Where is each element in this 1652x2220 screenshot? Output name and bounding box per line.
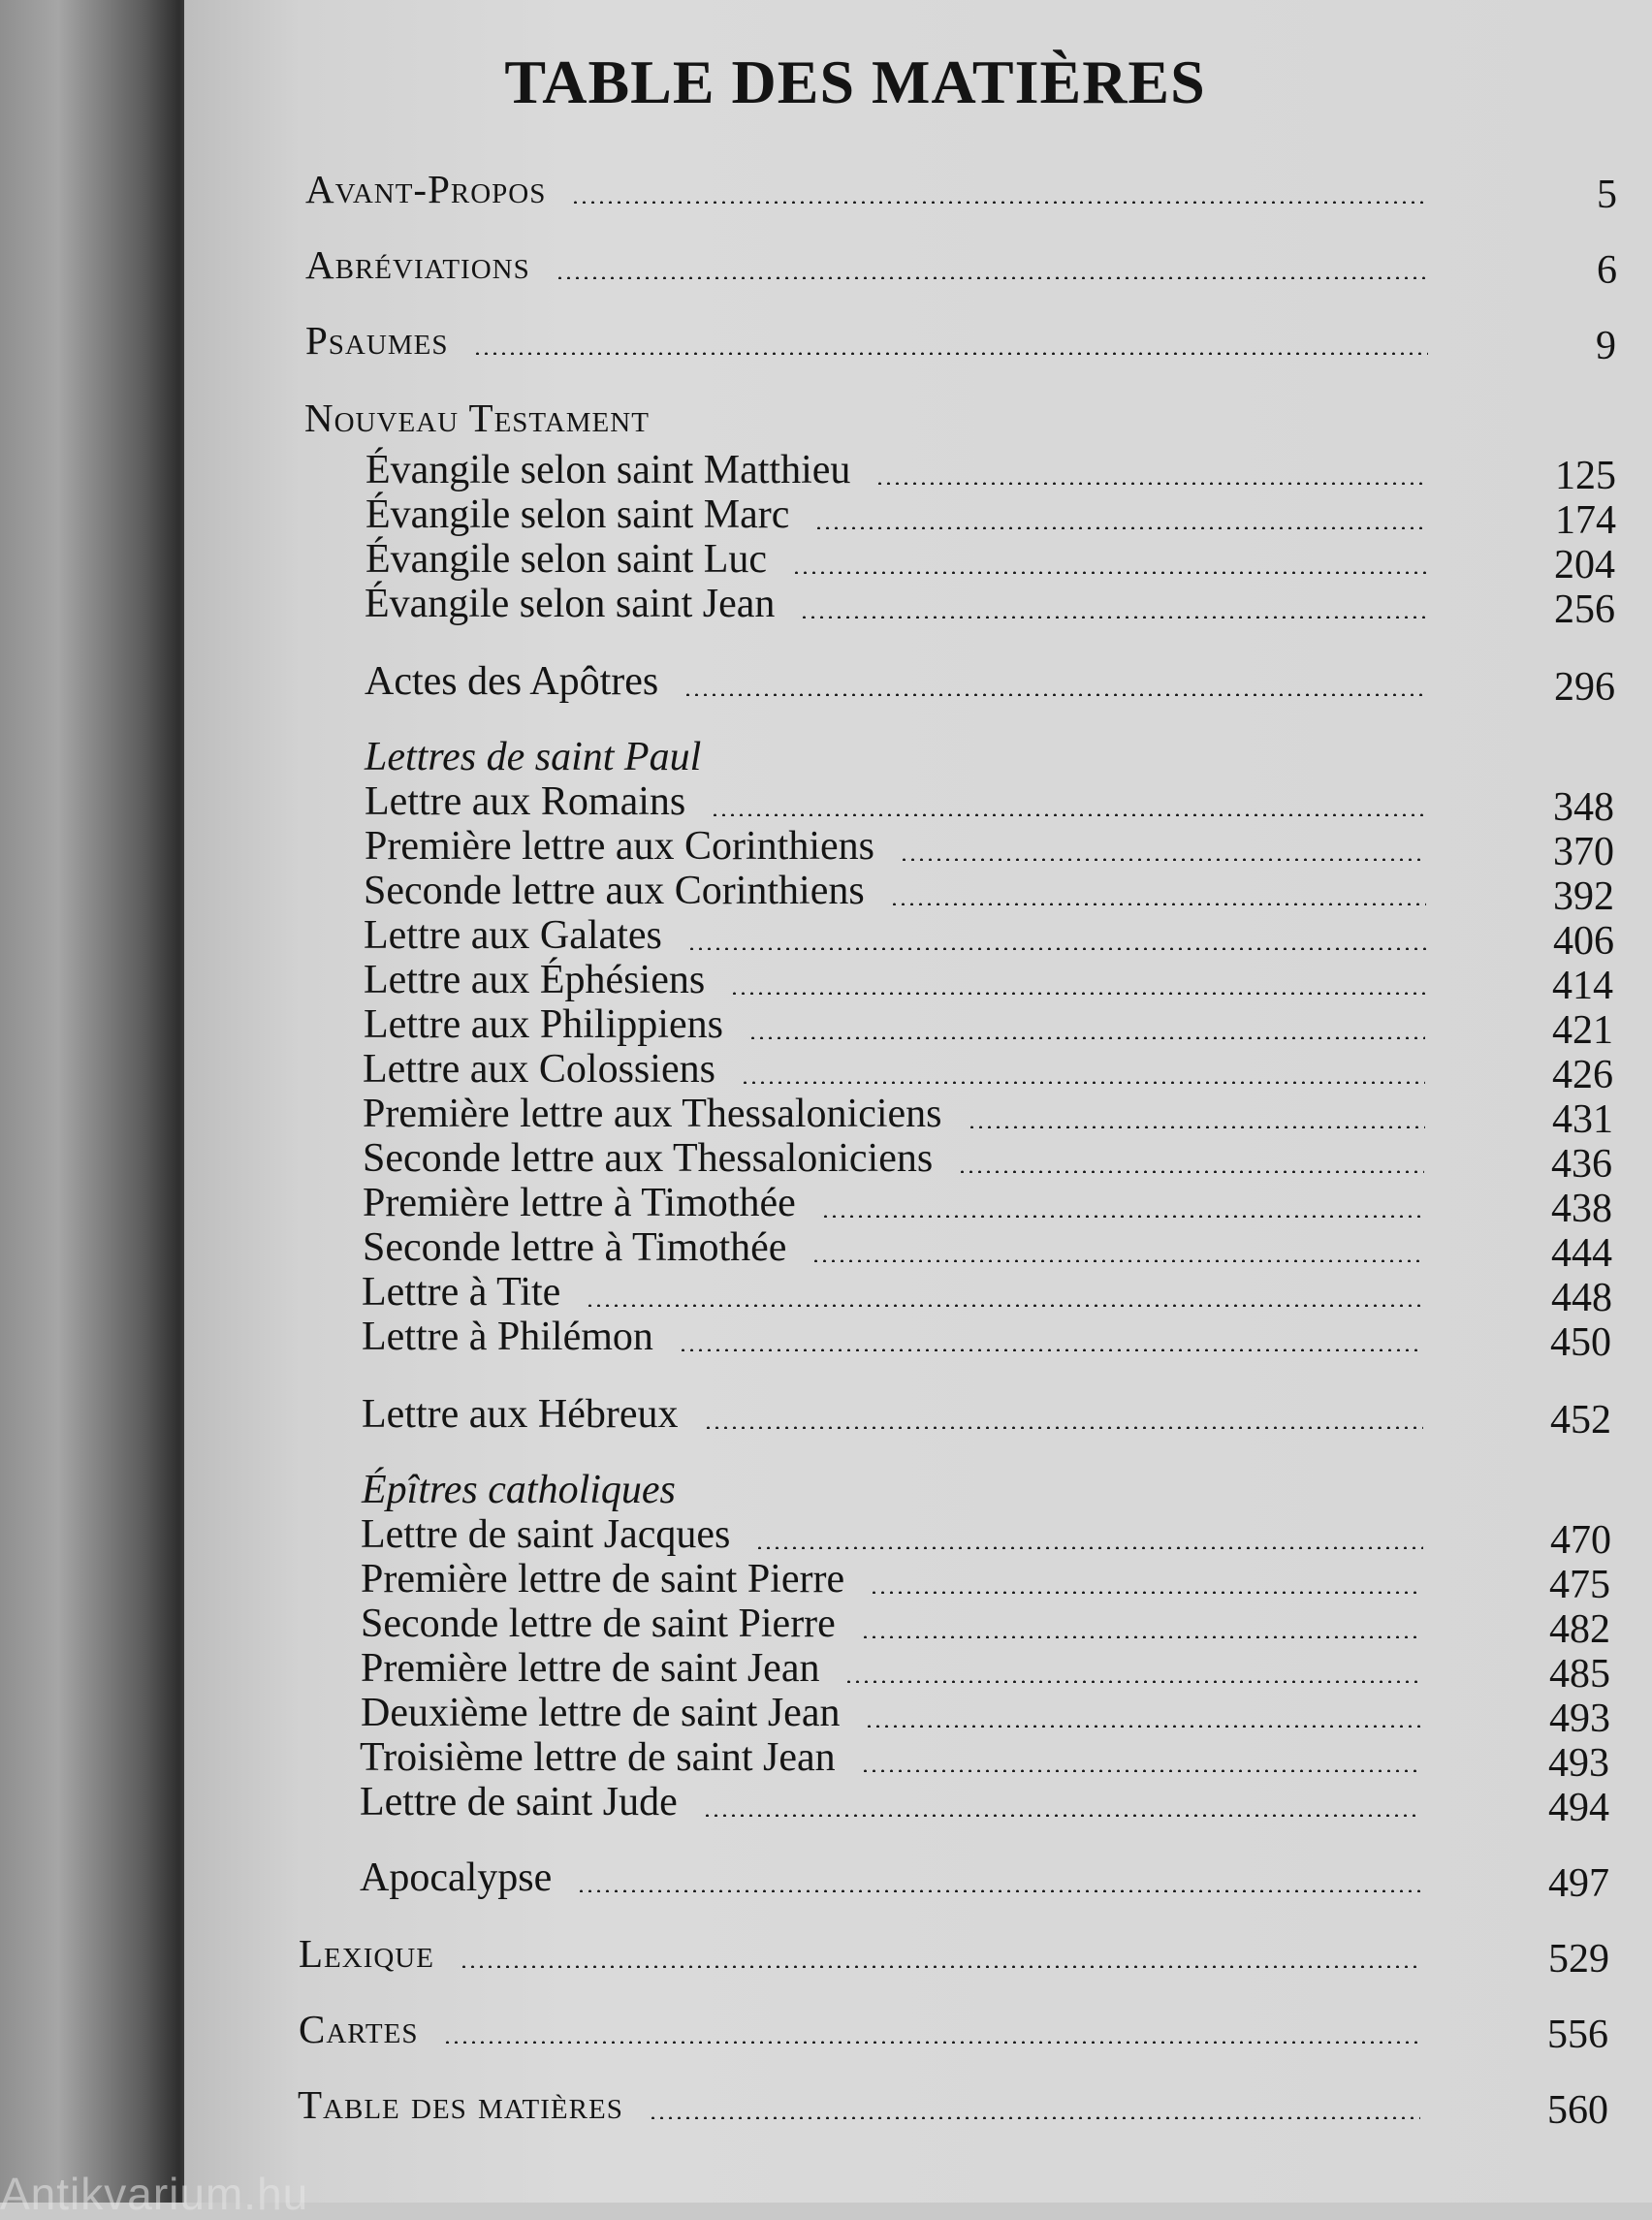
watermark: Antikvarium.hu [0,2169,309,2219]
toc-entry-label: Lettre aux Romains [365,779,686,824]
toc-entry-label: Lettre de saint Jude [360,1780,678,1824]
leader-dots [814,526,1428,529]
toc-entry-label: Lettre à Philémon [362,1315,653,1359]
toc-entry-label: Seconde lettre aux Corinthiens [364,869,865,913]
leader-dots [958,1170,1424,1173]
toc-entry [0,659,1652,710]
toc-entry-page: 256 [1554,587,1615,632]
toc-entry-label: Évangile selon saint Matthieu [365,448,851,492]
toc-entry-page: 6 [1597,248,1617,293]
leader-dots [800,616,1427,618]
toc-entry-label: Lexique [299,1931,434,1976]
toc-entry-page: 431 [1552,1097,1613,1142]
toc-entry-label: Nouveau Testament [304,396,650,440]
toc-entry [0,1931,1652,1982]
toc-entry-page: 436 [1551,1142,1612,1187]
toc-entry [0,1392,1652,1443]
toc-entry-label: Seconde lettre de saint Pierre [361,1602,836,1646]
toc-entry-label: Lettre aux Éphésiens [364,958,706,1002]
leader-dots [755,1546,1423,1549]
toc-entry [0,1735,1652,1786]
leader-dots [687,947,1426,950]
toc-entry [0,1002,1652,1053]
leader-dots [443,2041,1420,2044]
toc-entry-label: Lettre aux Colossiens [363,1047,715,1092]
toc-entry-label: Seconde lettre à Timothée [363,1225,787,1270]
toc-entry-label: Abréviations [305,242,530,287]
toc-entry [0,869,1652,919]
toc-entry-page: 348 [1553,785,1614,830]
toc-entry-page: 438 [1551,1187,1612,1231]
toc-entry-page: 482 [1549,1607,1610,1652]
toc-entry [0,1691,1652,1741]
toc-entry [0,1315,1652,1365]
toc-entry [0,1512,1652,1563]
toc-entry [0,1855,1652,1906]
leader-dots [473,352,1428,355]
toc-entry-page: 494 [1548,1786,1609,1830]
toc-entry-label: Évangile selon saint Jean [365,582,776,626]
toc-entry-label: Première lettre aux Corinthiens [365,824,875,869]
leader-dots [875,482,1428,485]
toc-entry-label: Première lettre de saint Jean [361,1646,820,1691]
leader-dots [460,1965,1421,1968]
toc-entry [0,582,1652,632]
toc-entry [0,2007,1652,2057]
toc-entry-label: Apocalypse [360,1855,553,1900]
toc-entry-label: Première lettre à Timothée [363,1181,796,1225]
leader-dots [861,1769,1421,1772]
toc-entry-page: 174 [1555,498,1616,543]
toc-entry [0,824,1652,874]
leader-dots [844,1680,1422,1683]
toc-entry-label: Avant-Propos [305,167,547,211]
toc-entry [0,913,1652,964]
toc-entry-page: 448 [1551,1276,1612,1320]
toc-entry-label: Lettre aux Philippiens [364,1002,723,1047]
toc-entry [0,492,1652,543]
toc-entry-page: 204 [1554,543,1615,587]
toc-entry-label: Lettres de saint Paul [365,735,702,779]
leader-dots [741,1081,1425,1084]
leader-dots [968,1126,1425,1128]
toc-entry-page: 125 [1555,454,1616,498]
toc-entry [0,537,1652,587]
leader-dots [556,276,1429,279]
toc-entry-label: Cartes [299,2007,419,2051]
leader-dots [577,1889,1421,1892]
toc-entry-label: Lettre à Tite [362,1270,561,1315]
leader-dots [865,1725,1422,1728]
leader-dots [704,1426,1423,1429]
toc-entry-page: 529 [1548,1937,1609,1982]
toc-entry [0,1557,1652,1607]
toc-entry-page: 450 [1550,1320,1611,1365]
toc-entry [0,1646,1652,1697]
toc-entry-page: 426 [1552,1053,1613,1097]
toc-entry-page: 9 [1596,324,1616,368]
toc-entry-label: Psaumes [305,318,449,363]
leader-dots [649,2116,1420,2119]
toc-entry-page: 485 [1549,1652,1610,1697]
toc-entry-label: Épîtres catholiques [362,1468,676,1512]
toc-entry-page: 493 [1548,1741,1609,1786]
toc-entry [0,779,1652,830]
leader-dots [861,1635,1422,1638]
toc-entry-label: Seconde lettre aux Thessaloniciens [363,1136,934,1181]
toc-entry-page: 560 [1547,2088,1608,2133]
leader-dots [792,571,1427,574]
toc-entry [0,167,1652,217]
toc-entry-label: Deuxième lettre de saint Jean [361,1691,841,1735]
toc-entry-page: 421 [1552,1008,1613,1053]
leader-dots [683,693,1427,696]
leader-dots [890,903,1426,905]
toc-entry-label: Table des matières [298,2082,623,2127]
toc-entry-label: Lettre de saint Jacques [361,1512,731,1557]
toc-entry-label: Première lettre de saint Pierre [361,1557,845,1602]
toc-entry [0,1092,1652,1142]
leader-dots [730,992,1425,995]
leader-dots [748,1036,1425,1039]
toc-entry-page: 470 [1550,1518,1611,1563]
toc-entry-label: Troisième lettre de saint Jean [360,1735,836,1780]
toc-entry-page: 493 [1549,1697,1610,1741]
toc-entry [0,1181,1652,1231]
toc-entry-page: 392 [1553,874,1614,919]
toc-entry-page: 5 [1597,173,1617,217]
toc-entry [0,448,1652,498]
toc-entry [0,1136,1652,1187]
toc-entry [0,958,1652,1008]
toc-entry-page: 452 [1550,1398,1611,1443]
toc-entry [0,318,1652,368]
toc-entry-label: Actes des Apôtres [365,659,659,704]
toc-entry-label: Évangile selon saint Luc [365,537,768,582]
page-title: TABLE DES MATIÈRES [504,48,1206,116]
toc-entry-page: 406 [1553,919,1614,964]
toc-entry-page: 370 [1553,830,1614,874]
toc-entry [0,1602,1652,1652]
toc-entry-page: 414 [1552,964,1613,1008]
toc-entry-page: 296 [1554,665,1615,710]
leader-dots [703,1814,1421,1817]
toc-entry-page: 556 [1547,2013,1608,2057]
leader-dots [821,1215,1424,1218]
toc-entry-label: Évangile selon saint Marc [365,492,790,537]
leader-dots [571,201,1429,204]
toc-entry [0,1270,1652,1320]
toc-entry-label: Lettre aux Hébreux [362,1392,679,1437]
toc-entry [0,396,1652,440]
toc-entry-page: 444 [1551,1231,1612,1276]
leader-dots [870,1591,1422,1594]
toc-entry [0,1468,1652,1512]
toc-entry-page: 497 [1548,1861,1609,1906]
toc-entry [0,1780,1652,1830]
leader-dots [900,858,1426,861]
toc-entry [0,242,1652,293]
leader-dots [711,813,1426,816]
leader-dots [679,1348,1423,1351]
toc-entry-label: Première lettre aux Thessaloniciens [363,1092,942,1136]
toc-entry [0,735,1652,779]
toc-entry [0,1225,1652,1276]
toc-entry-page: 475 [1549,1563,1610,1607]
toc-entry [0,1047,1652,1097]
leader-dots [586,1304,1424,1307]
leader-dots [811,1259,1424,1262]
toc-entry [0,2082,1652,2133]
toc-entry-label: Lettre aux Galates [364,913,662,958]
